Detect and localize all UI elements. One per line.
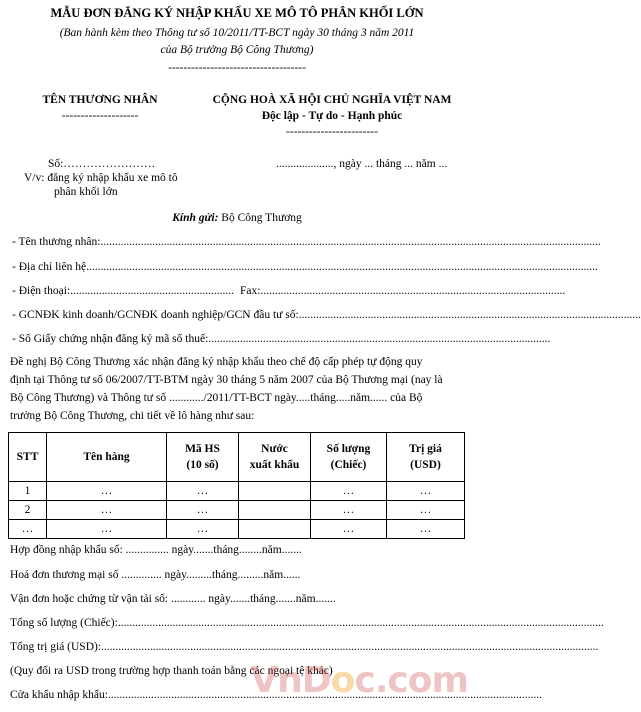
field-label: - GCNĐK kinh doanh/GCNĐK doanh nghiệp/GCN đầu tư số: [12, 309, 299, 321]
paragraph-line4: trưởng Bộ Công Thương, chi tiết về lô hàng như sau: [10, 410, 255, 422]
watermark-part2: o [330, 660, 355, 701]
table-header-row [9, 433, 465, 482]
fill-dots: ....................................................................................................................................................... [107, 689, 543, 701]
cell-value[interactable]: … [387, 501, 465, 520]
header-export-country [239, 433, 311, 482]
subject-line2: phân khối lớn [54, 186, 118, 198]
cell-stt[interactable]: 2 [9, 501, 47, 520]
greeting-label: Kính gửi: [172, 212, 219, 224]
field-label: - Điện thoại: [12, 285, 71, 297]
cell-quantity[interactable]: … [311, 501, 387, 520]
header-quantity [311, 433, 387, 482]
value-text: Trị giá (USD) [409, 443, 442, 471]
table-row [9, 520, 465, 539]
header-stt: STT [9, 433, 47, 482]
field-merchant-name[interactable] [12, 236, 601, 248]
currency-note: (Quy đổi ra USD trong trường hợp thanh toán bằng các ngoại tệ khác) [10, 665, 333, 677]
hs-code-text: Mã HS (10 số) [185, 443, 220, 471]
field-phone[interactable] [12, 285, 566, 297]
cell-value[interactable]: … [387, 482, 465, 501]
field-label: - Tên thương nhân: [12, 236, 101, 248]
field-label: - Số Giấy chứng nhận đăng ký mã số thuế: [12, 333, 209, 345]
paragraph-line1: Đề nghị Bộ Công Thương xác nhận đăng ký nhập khẩu theo chế độ cấp phép tự động quy [10, 356, 423, 368]
fill-dots: ....................................................................................................................... [298, 309, 641, 321]
subtitle-line1: (Ban hành kèm theo Thông tư số 10/2011/TT-BCT ngày 30 tháng 3 năm 2011 [59, 27, 415, 39]
header-value [387, 433, 465, 482]
cell-export-country[interactable] [239, 501, 311, 520]
total-quantity-line[interactable] [10, 617, 604, 629]
merchant-name-label: TÊN THƯƠNG NHÂN [42, 94, 158, 106]
subtitle-line2: của Bộ trưởng Bộ Công Thương) [160, 44, 314, 56]
header-hs-code [167, 433, 239, 482]
fax-label: Fax: [240, 285, 261, 297]
cell-hs-code[interactable]: … [167, 482, 239, 501]
field-business-registration[interactable] [12, 309, 641, 321]
paragraph-line3: Bộ Công Thương) và Thông tư số ............/2011/TT-BCT ngày.....tháng.....năm...... của Bộ [10, 392, 423, 404]
total-value-line[interactable] [10, 641, 599, 653]
fill-dots: ......................................................... [70, 285, 234, 297]
document-number: Số:…………………… [48, 158, 156, 170]
invoice-line[interactable]: Hoá đơn thương mại số .............. ngày.........tháng.........năm...... [10, 569, 301, 581]
field-label: Tổng trị giá (USD): [10, 641, 102, 653]
fill-dots: .................................................................................................................................................................................. [86, 261, 598, 273]
fill-dots: ......................................................................................................................................................................... [117, 617, 604, 629]
vndoc-watermark-logo [250, 660, 468, 701]
fill-dots: ............................................................................................................................................................................. [101, 641, 599, 653]
cell-goods-name[interactable]: … [47, 482, 167, 501]
table-row [9, 482, 465, 501]
cell-export-country[interactable] [239, 482, 311, 501]
cell-export-country[interactable] [239, 520, 311, 539]
merchant-dashes: -------------------- [61, 110, 139, 122]
form-title: MẪU ĐƠN ĐĂNG KÝ NHẬP KHẨU XE MÔ TÔ PHÂN KHỐI LỚN [50, 6, 424, 20]
bill-of-lading-line[interactable]: Vận đơn hoặc chứng từ vận tải số: ............ ngày.......tháng.......năm....... [10, 593, 336, 605]
field-label: Cửa khẩu nhập khẩu: [10, 689, 108, 701]
cell-hs-code[interactable]: … [167, 501, 239, 520]
table-row [9, 501, 465, 520]
motto: Độc lập - Tự do - Hạnh phúc [261, 110, 403, 122]
fill-dots: .............................................................................................................................................................................. [100, 236, 601, 248]
paragraph-line2: định tại Thông tư số 06/2007/TT-BTM ngày 30 tháng 5 năm 2007 của Bộ Thương mại (nay là [10, 374, 443, 386]
greeting [0, 212, 474, 224]
field-label: Tổng số lượng (Chiếc): [10, 617, 118, 629]
fill-dots: ....................................................................................................................... [208, 333, 551, 345]
cell-goods-name[interactable]: … [47, 501, 167, 520]
nation-heading: CỘNG HOÀ XÃ HỘI CHỦ NGHĨA VIỆT NAM [212, 94, 452, 106]
greeting-recipient: Bộ Công Thương [221, 212, 302, 224]
watermark-part3: c.com [354, 660, 468, 701]
quantity-text: Số lượng (Chiếc) [326, 443, 371, 471]
field-label: - Địa chỉ liên hệ [12, 261, 87, 273]
cell-hs-code[interactable]: … [167, 520, 239, 539]
field-tax-code[interactable] [12, 333, 551, 345]
subject-line1: V/v: đăng ký nhập khẩu xe mô tô [24, 172, 178, 184]
cell-quantity[interactable]: … [311, 520, 387, 539]
cell-goods-name[interactable]: … [47, 520, 167, 539]
export-country-text: Nước xuất khẩu [249, 443, 300, 471]
header-goods-name: Tên hàng [47, 433, 167, 482]
fill-dots: .......................................................................................................... [260, 285, 566, 297]
goods-table [8, 432, 465, 539]
cell-quantity[interactable]: … [311, 482, 387, 501]
contract-line[interactable]: Hợp đồng nhập khẩu số: ............... ngày.......tháng........năm....... [10, 544, 302, 556]
cell-stt[interactable]: 1 [9, 482, 47, 501]
place-date: ...................., ngày ... tháng ... năm ... [276, 158, 448, 170]
header-rule: ------------------------------------ [168, 62, 306, 74]
cell-stt[interactable]: … [9, 520, 47, 539]
cell-value[interactable]: … [387, 520, 465, 539]
field-address[interactable] [12, 261, 598, 273]
motto-dashes: ------------------------ [286, 126, 378, 138]
watermark-part1: VnD [250, 660, 331, 701]
